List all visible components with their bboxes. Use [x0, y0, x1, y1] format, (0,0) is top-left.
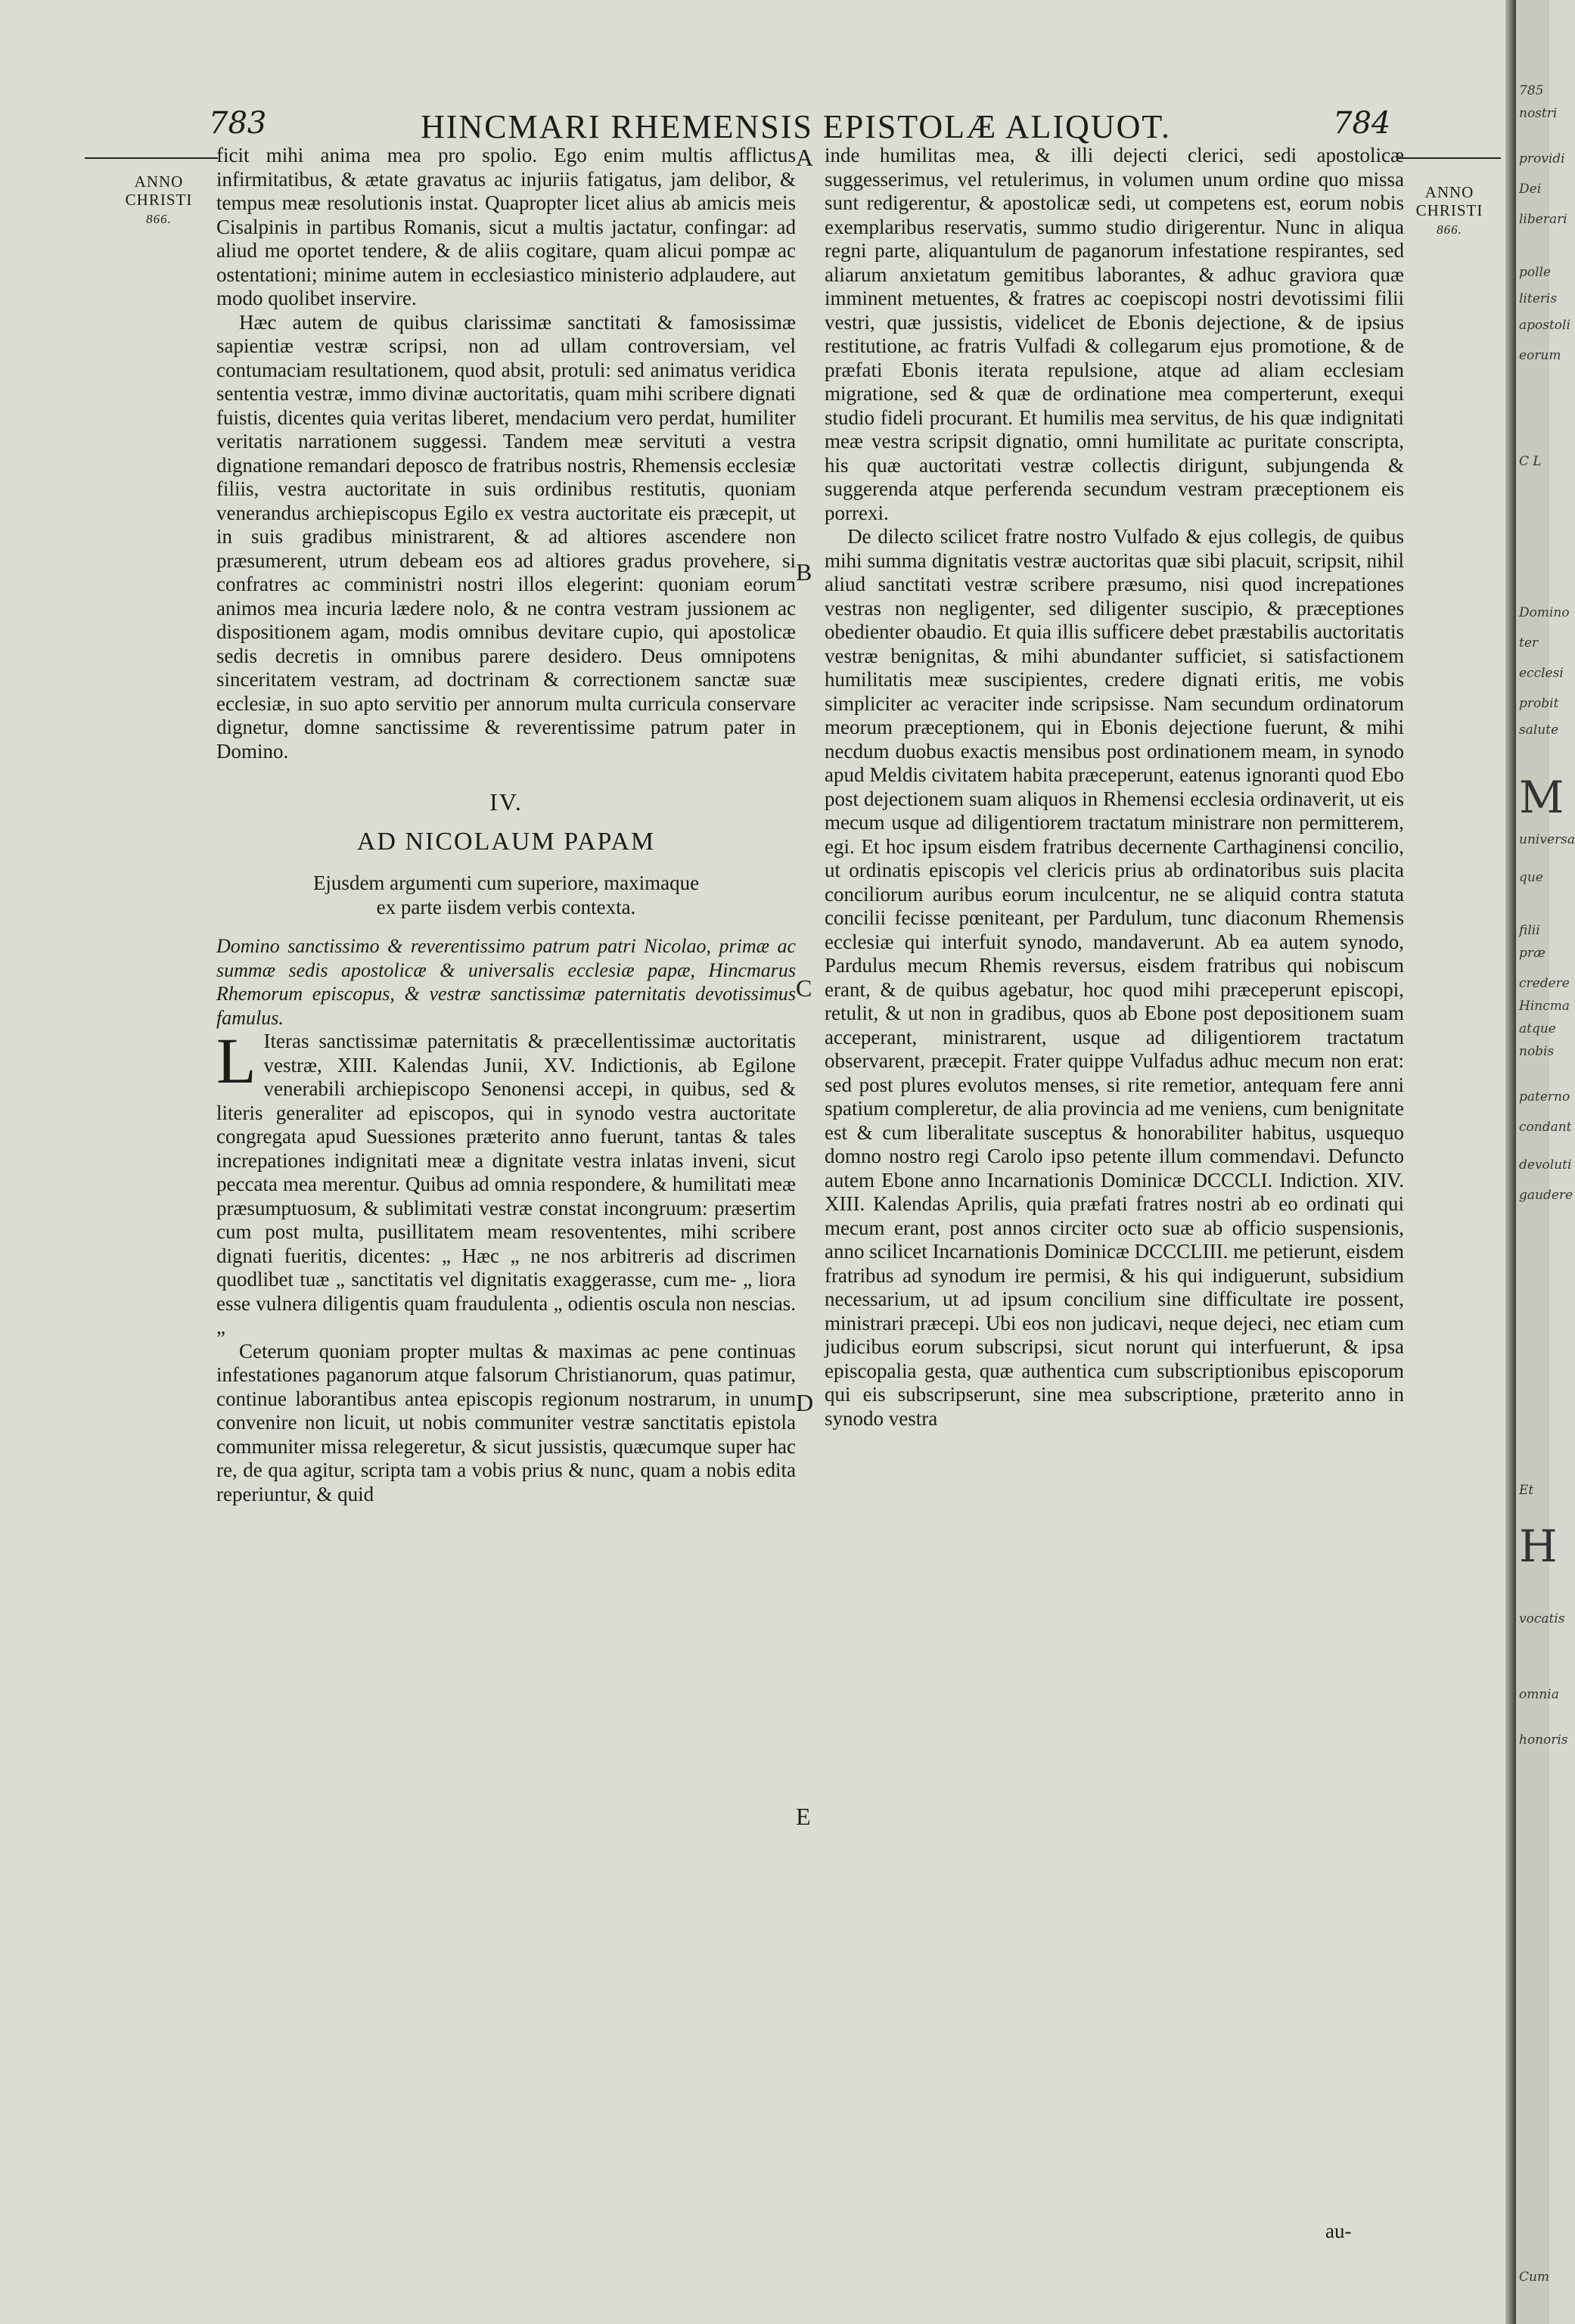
paragraph: inde humilitas mea, & illi dejecti clerici, sedi apostolicæ suggesserimus, vel retulerimus, in volumen unum ordine quo missa sunt redigerentur, & apostolicæ sedi, ut competens est, eorum nobis exemplaribus reservatis, summo studio dirigerentur. Nunc in aliqua regni parte, aliquantulum de paganorum infestatione respirantes, sed aliarum anxietatum gemitibus laborantes, & adhuc graviora quæ imminent metuentes, & fratres ac coepiscopi nostri devotissimi filii vestri, quæ jussistis, videlicet de Ebonis dejectione, & de ipsius restitutione, ac fratris Vulfadi & collegarum ejus promotione, & de præfati Ebonis iterata repulsione, atque ad aliam ecclesiam migratione, sed & quæ de ordinatione mea comperterunt, exequi studio fideli procurant. Et humilis mea servitus, de his quæ indignitati meæ vestra scripsit dignatio, omni humilitate ac puritate conscripta, his quæ auctoritati vestræ collectis dirigunt, subjungenda & suggerenda atque perferenda secundum vestram præceptionem eis porrexi.: [825, 144, 1404, 524]
left-text-column: [216, 144, 796, 1506]
margin-year-left: 866.: [146, 212, 172, 226]
adjacent-dropcap: M: [1519, 772, 1564, 823]
section-letter-d: D: [796, 1389, 814, 1416]
adjacent-text: liberari: [1519, 212, 1567, 227]
adjacent-text: Domino: [1519, 605, 1570, 620]
adjacent-text: filii: [1519, 923, 1540, 938]
adjacent-text: literis: [1519, 291, 1558, 306]
right-text-column: [825, 144, 1404, 1431]
adjacent-text: polle: [1519, 265, 1552, 280]
adjacent-text: universa: [1519, 832, 1575, 847]
adjacent-text: gaudere: [1519, 1188, 1573, 1203]
adjacent-page-edge: [1516, 0, 1575, 2324]
margin-label-right: ANNO CHRISTI: [1415, 183, 1483, 219]
adjacent-text: nostri: [1519, 106, 1558, 121]
margin-rule-right: [1398, 157, 1501, 159]
paragraph: De dilecto scilicet fratre nostro Vulfado & ejus collegis, de quibus mihi summa dignitatis vestræ auctoritas quæ sibi placuit, scripsit, nihil aliud sanctitati vestræ scribere præsumo, nisi quod increpationes vestras non negligenter, sed diligenter suscipio, & præceptiones obedienter obaudio. Et quia illis sufficere debet præstabilis auctoritatis vestræ benignitas, & mihi abundanter sufficiet, si satisfactionem humilitatis meæ suscipientes, credere dignati eritis, me vobis simpliciter ac veraciter inde scripsisse. Nam secundum ordinatorum meorum præceptionem, qui in Ebonis dejectione fuerunt, & mihi necdum duobus exactis mensibus post ordinationem meam, in synodo apud Meldis civitatem habita præceperunt, eatenus ignoranti quod Ebo post dejectionem suam aliquos in Rhemensi ecclesia ordinaverit, ut eis mecum usque ad diligentiorem tractatum ministrare non permitterem, egi. Et hoc ipsum eisdem fratribus decernente Carthaginensi concilio, ut ordinatis episcopis vel clericis prius ab ordinatoribus suis placita conciliorum auribus eorum inculcentur, ne se aliquid contra statuta concilii fecisse pœniteant, per Pardulum, tunc diaconum Rhemensis ecclesiæ qui interfuit synodo, mandaverunt. Ab ea autem synodo, Pardulus mecum Rhemis reversus, eisdem fratribus qui nobiscum erant, & de quibus agebatur, hoc quod mihi præceperunt episcopi, retulit, & ut non in gradibus, quos ab Ebone post depositionem suam acceperant, ministrarent, usque ad diligentiorem tractatum observarent, præcepit. Frater quippe Vulfadus adhuc mecum non erat: sed post plures evolutos menses, si rite remetior, antequam fere anni spatium compleretur, de alia provincia ad me veniens, cum benignitate est & cum liberalitate susceptus & honorabiliter habitus, usquequo domno nostro regi Carolo ipso petente illum commendavi. Defuncto autem Ebone anno Incarnationis Dominicæ DCCCLI. Indiction. XIV. XIII. Kalendas Aprilis, quia præfati fratres nostri ab eo ordinati qui mecum erant, post annos circiter octo suæ ab officio suspensionis, anno scilicet Incarnationis Dominicæ DCCCLIII. me petierunt, eisdem fratribus ad synodum ire permisi, & his qui indiguerunt, subsidium necessarium, ut ad ipsum concilium sine difficultate ire possent, ministrari præcepi. Ubi eos non judicavi, neque dejeci, nec etiam cum judicibus eorum subscripsi, sicut norunt qui interfuerunt, & ipsa episcopalia gesta, quæ authentica cum subscriptionibus episcoporum qui eis subscripserunt, sine mea subscriptione, præterito anno in synodo vestra: [825, 525, 1404, 1430]
margin-year-right: 866.: [1437, 222, 1462, 237]
salutation: Domino sanctissimo & reverentissimo patrum patri Nicolao, primæ ac summæ sedis apostolicæ & universalis ecclesiæ papæ, Hincmarus Rhemorum episcopus, & vestræ sanctissimæ paternitatis devotissimus famulus.: [216, 935, 796, 1029]
adjacent-text: probit: [1519, 696, 1559, 711]
adjacent-text: eorum: [1519, 348, 1561, 363]
adjacent-text: C L: [1519, 454, 1542, 469]
running-title: HINCMARI RHEMENSIS EPISTOLÆ ALIQUOT.: [421, 108, 1171, 145]
adjacent-text: præ: [1519, 946, 1545, 961]
paragraph: [216, 1024, 796, 1340]
book-gutter: [1505, 0, 1516, 2324]
subtitle-line: ex parte iisdem verbis contexta.: [376, 895, 636, 918]
adjacent-text: Et: [1519, 1483, 1534, 1498]
adjacent-text: devoluti: [1519, 1157, 1572, 1173]
adjacent-text: salute: [1519, 722, 1559, 738]
page-number-right: 784: [1333, 106, 1391, 141]
adjacent-text: 785: [1519, 83, 1544, 98]
adjacent-text: honoris: [1519, 1732, 1568, 1748]
paragraph: ficit mihi anima mea pro spolio. Ego enim multis afflictus infirmitatibus, & ætate gravatus ac injuriis fatigatus, jam delibor, & tempus meæ resolutionis instat. Quapropter licet alius ab amicis meis Cisalpinis in partibus Romanis, sicut a multis jactatur, confingar: ad aliud me oportet tendere, & de aliis cogitare, quam alicui pompæ ac ostentationi; minime autem in ecclesiastico ministerio adplaudere, aut modo quolibet inservire.: [216, 144, 796, 309]
adjacent-text: que: [1519, 870, 1543, 885]
adjacent-text: credere: [1519, 976, 1570, 991]
adjacent-text: Hincma: [1519, 999, 1570, 1014]
section-letter-a: A: [796, 144, 814, 171]
catchword: au-: [1325, 2220, 1352, 2242]
adjacent-text: ter: [1519, 635, 1539, 651]
adjacent-text: nobis: [1519, 1044, 1555, 1059]
paragraph-text: Iteras sanctissimæ paternitatis & præcellentissimæ auctoritatis vestræ, XIII. Kalendas Junii, XV. Indictionis, ab Egilone venerabili archiepiscopo Senonensi accepi, in quibus, sed & literis generaliter ad episcopos, qui in synodo vestra auctoritate congregata apud Suessiones præterito anno fuerunt, tantas & tales increpationes indignitati meæ a dignitate vestra inlatas inveni, sicut peccata mea merentur. Quibus ad omnia respondere, & humilitati meæ præsumptuosum, & sublimitati vestræ constat incongruum: præsertim cum post multa, pusillitatem meam resovententes, mihi scribere dignati fueritis, dicentes: „ Hæc „ ne nos arbitreris ad discrimen quodlibet tuæ „ sanctitatis vel dignitatis exaggerasse, cum me- „ liora esse vulnera diligentis quam fraudulenta „ odientis oscula non nescias. „: [216, 1030, 796, 1338]
section-number: IV.: [489, 788, 523, 816]
adjacent-text: omnia: [1519, 1687, 1559, 1702]
section-letter-b: B: [796, 558, 812, 586]
section-title: AD NICOLAUM PAPAM: [356, 827, 656, 856]
paragraph: Hæc autem de quibus clarissimæ sanctitati & famosissimæ sapientiæ vestræ scripsi, non ad ullam controversiam, vel contumaciam resultationem, quod absit, protuli: sed animatus veridica sententia vestræ, immo divinæ auctoritatis, quam mihi scribere dignati fuistis, dicentes quia veritas liberet, mendacium vero perdat, humiliter veritatis narrationem suggessi. Tandem meæ servituti a vestra dignatione remandari deposco de fratribus nostris, Rhemensis ecclesiæ filiis, vestra auctoritate in suis ordinibus restitutis, quoniam venerandus archiepiscopus Egilo ex vestra auctoritate eis præcepit, ut in suis gradibus ministrarent, & ad altiores ascendere non præsumerent, utrum debeam eos ad altiores gradus provehere, si confratres ac comministri nostri illos elegerint: quoniam eorum animos mea incuria lædere nolo, & ne contra vestram jussionem ac dispositionem agam, modis omnibus devitare cupio, qui apostolicæ sedis decretis in omnibus parere desidero. Deus omnipotens sinceritatem vestram, ad doctrinam & correctionem sanctæ suæ ecclesiæ, in suo apto servitio per annorum multa curricula conservare dignetur, domne sanctissime & reverentissime patrum pater in Domino.: [216, 310, 796, 763]
margin-note-right: [1398, 183, 1501, 239]
adjacent-dropcap: H: [1519, 1521, 1558, 1572]
subtitle-line: Ejusdem argumenti cum superiore, maximaque: [312, 872, 700, 894]
adjacent-text: Dei: [1519, 182, 1542, 197]
page-number-left: 783: [209, 106, 267, 141]
adjacent-text: Cum: [1519, 2270, 1550, 2285]
section-letter-e: E: [796, 1803, 811, 1830]
margin-rule-left: [85, 157, 218, 159]
adjacent-text: paterno: [1519, 1089, 1570, 1105]
adjacent-text: atque: [1519, 1021, 1556, 1036]
adjacent-text: ecclesi: [1519, 666, 1564, 681]
margin-label-left: ANNO CHRISTI: [125, 172, 193, 209]
drop-cap: L: [216, 1024, 256, 1097]
adjacent-text: providi: [1519, 151, 1565, 166]
section-subtitle: [216, 872, 796, 919]
adjacent-text: condant: [1519, 1120, 1572, 1135]
section-letter-c: C: [796, 974, 812, 1002]
adjacent-text: apostoli: [1519, 318, 1570, 333]
adjacent-text: vocatis: [1519, 1611, 1565, 1626]
margin-note-left: [113, 172, 204, 228]
paragraph: Ceterum quoniam propter multas & maximas ac pene continuas infestationes paganorum atque falsorum Christianorum, quas patimur, continue laborantibus antea episcopis regionum nostrarum, in unum convenire non licuit, ut nobis communiter vestræ sanctitatis epistola communiter missa relegeretur, & sicut jussistis, quæcumque super hac re, de qua agitur, scripta tam a vobis prius & nunc, quam a nobis edita reperiuntur, & quid: [216, 1339, 796, 1505]
